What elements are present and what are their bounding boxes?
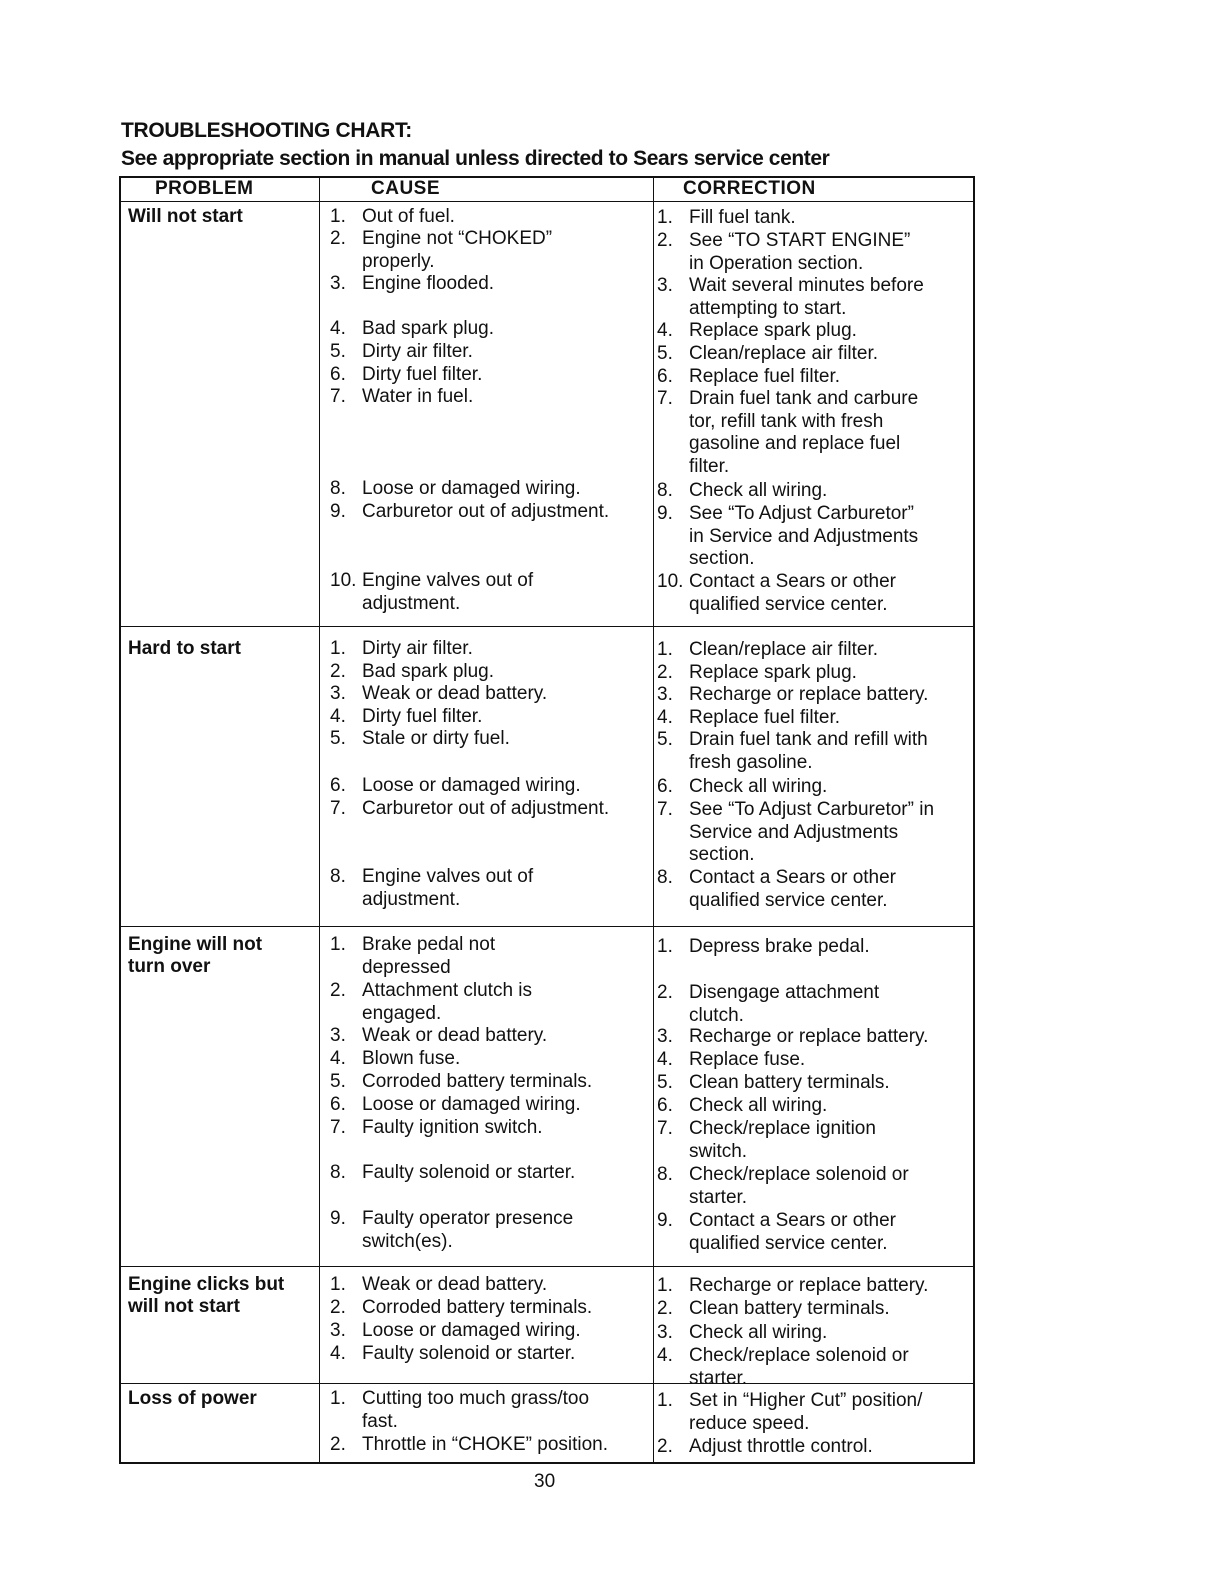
cause-text: Bad spark plug. xyxy=(362,661,495,682)
header-problem: PROBLEM xyxy=(155,178,254,199)
cause-text: Carburetor out of adjustment. xyxy=(362,501,610,522)
correction-text: Recharge or replace battery. xyxy=(689,684,929,705)
cause-number: 5. xyxy=(330,1071,346,1092)
correction-text: Drain fuel tank and refill with fresh gasoline. xyxy=(689,729,928,773)
cause-text: Cutting too much grass/too fast. xyxy=(362,1388,590,1432)
correction-number: 8. xyxy=(657,480,673,501)
correction-number: 6. xyxy=(657,776,673,797)
correction-number: 4. xyxy=(657,1049,673,1070)
page-number: 30 xyxy=(534,1471,556,1492)
correction-text: Contact a Sears or other qualified service center. xyxy=(689,867,896,911)
cause-text: Blown fuse. xyxy=(362,1048,461,1069)
cause-text: Dirty fuel filter. xyxy=(362,706,483,727)
correction-number: 6. xyxy=(657,366,673,387)
correction-text: Wait several minutes before attempting to start. xyxy=(689,275,924,319)
cause-number: 7. xyxy=(330,1117,346,1138)
correction-text: Check/replace solenoid or starter. xyxy=(689,1345,909,1389)
cause-text: Corroded battery terminals. xyxy=(362,1297,593,1318)
correction-number: 2. xyxy=(657,982,673,1003)
correction-number: 2. xyxy=(657,1436,673,1457)
cause-number: 2. xyxy=(330,228,346,249)
problem-label: Engine will not turn over xyxy=(128,934,263,977)
correction-text: Replace fuel filter. xyxy=(689,707,841,728)
cause-text: Loose or damaged wiring. xyxy=(362,478,581,499)
row-divider xyxy=(121,1266,973,1267)
cause-text: Dirty fuel filter. xyxy=(362,364,483,385)
cause-text: Loose or damaged wiring. xyxy=(362,775,581,796)
correction-text: Adjust throttle control. xyxy=(689,1436,873,1457)
problem-label: Loss of power xyxy=(128,1388,257,1409)
correction-number: 4. xyxy=(657,707,673,728)
cause-number: 5. xyxy=(330,728,346,749)
cause-number: 1. xyxy=(330,934,346,955)
cause-text: Engine not “CHOKED” properly. xyxy=(362,228,553,272)
cause-text: Stale or dirty fuel. xyxy=(362,728,510,749)
cause-text: Corroded battery terminals. xyxy=(362,1071,593,1092)
cause-number: 6. xyxy=(330,1094,346,1115)
cause-number: 6. xyxy=(330,775,346,796)
cause-text: Faulty ignition switch. xyxy=(362,1117,543,1138)
cause-text: Loose or damaged wiring. xyxy=(362,1094,581,1115)
correction-text: Set in “Higher Cut” position/ reduce speed. xyxy=(689,1390,923,1434)
cause-text: Engine flooded. xyxy=(362,273,495,294)
cause-number: 7. xyxy=(330,386,346,407)
correction-text: See “To Adjust Carburetor” in Service and Adjustments section. xyxy=(689,799,935,865)
correction-text: Drain fuel tank and carbure tor, refill tank with fresh gasoline and replace fuel filter. xyxy=(689,388,919,477)
correction-number: 5. xyxy=(657,729,673,750)
cause-number: 8. xyxy=(330,866,346,887)
cause-number: 3. xyxy=(330,1320,346,1341)
correction-text: See “TO START ENGINE” in Operation section. xyxy=(689,230,911,274)
correction-number: 2. xyxy=(657,662,673,683)
cause-number: 2. xyxy=(330,1434,346,1455)
cause-text: Faulty solenoid or starter. xyxy=(362,1162,576,1183)
correction-number: 4. xyxy=(657,1345,673,1366)
correction-text: Contact a Sears or other qualified service center. xyxy=(689,571,896,615)
correction-number: 5. xyxy=(657,1072,673,1093)
cause-text: Brake pedal not depressed xyxy=(362,934,496,978)
cause-number: 8. xyxy=(330,1162,346,1183)
correction-number: 8. xyxy=(657,867,673,888)
cause-text: Engine valves out of adjustment. xyxy=(362,866,534,910)
row-divider xyxy=(121,1383,973,1384)
cause-number: 7. xyxy=(330,798,346,819)
correction-number: 7. xyxy=(657,1118,673,1139)
cause-number: 2. xyxy=(330,980,346,1001)
correction-text: See “To Adjust Carburetor” in Service and Adjustments section. xyxy=(689,503,919,569)
header-divider xyxy=(121,201,973,202)
correction-number: 9. xyxy=(657,503,673,524)
correction-number: 6. xyxy=(657,1095,673,1116)
correction-text: Check all wiring. xyxy=(689,480,828,501)
correction-text: Recharge or replace battery. xyxy=(689,1026,929,1047)
correction-number: 1. xyxy=(657,1275,673,1296)
correction-text: Contact a Sears or other qualified service center. xyxy=(689,1210,896,1254)
correction-number: 7. xyxy=(657,799,673,820)
cause-number: 10. xyxy=(330,570,357,591)
cause-text: Attachment clutch is engaged. xyxy=(362,980,533,1024)
chart-title: TROUBLESHOOTING CHART: xyxy=(121,119,412,142)
problem-label: Hard to start xyxy=(128,638,241,659)
correction-text: Replace fuse. xyxy=(689,1049,806,1070)
correction-number: 1. xyxy=(657,1390,673,1411)
cause-number: 8. xyxy=(330,478,346,499)
cause-number: 1. xyxy=(330,206,346,227)
row-divider xyxy=(121,926,973,927)
cause-text: Throttle in “CHOKE” position. xyxy=(362,1434,609,1455)
correction-text: Clean battery terminals. xyxy=(689,1072,890,1093)
correction-text: Check all wiring. xyxy=(689,776,828,797)
correction-text: Check all wiring. xyxy=(689,1322,828,1343)
cause-number: 9. xyxy=(330,501,346,522)
correction-text: Check/replace solenoid or starter. xyxy=(689,1164,909,1208)
row-divider xyxy=(121,626,973,627)
problem-label: Engine clicks but will not start xyxy=(128,1274,285,1317)
correction-text: Replace spark plug. xyxy=(689,320,857,341)
correction-number: 9. xyxy=(657,1210,673,1231)
column-divider-1 xyxy=(319,178,320,1462)
chart-subtitle: See appropriate section in manual unless directed to Sears service center xyxy=(121,147,830,170)
correction-text: Replace fuel filter. xyxy=(689,366,841,387)
correction-text: Check/replace ignition switch. xyxy=(689,1118,876,1162)
cause-text: Dirty air filter. xyxy=(362,341,473,362)
correction-text: Depress brake pedal. xyxy=(689,936,870,957)
cause-text: Weak or dead battery. xyxy=(362,1274,548,1295)
correction-number: 4. xyxy=(657,320,673,341)
cause-number: 3. xyxy=(330,273,346,294)
problem-label: Will not start xyxy=(128,206,243,227)
correction-text: Recharge or replace battery. xyxy=(689,1275,929,1296)
cause-number: 9. xyxy=(330,1208,346,1229)
cause-text: Out of fuel. xyxy=(362,206,455,227)
cause-number: 4. xyxy=(330,706,346,727)
cause-text: Weak or dead battery. xyxy=(362,683,548,704)
correction-text: Replace spark plug. xyxy=(689,662,857,683)
correction-number: 3. xyxy=(657,684,673,705)
cause-number: 2. xyxy=(330,661,346,682)
correction-number: 1. xyxy=(657,207,673,228)
cause-number: 4. xyxy=(330,318,346,339)
header-cause: CAUSE xyxy=(371,178,441,199)
cause-number: 6. xyxy=(330,364,346,385)
cause-number: 2. xyxy=(330,1297,346,1318)
cause-number: 5. xyxy=(330,341,346,362)
cause-number: 1. xyxy=(330,638,346,659)
cause-number: 4. xyxy=(330,1048,346,1069)
correction-number: 2. xyxy=(657,230,673,251)
cause-text: Weak or dead battery. xyxy=(362,1025,548,1046)
cause-number: 4. xyxy=(330,1343,346,1364)
cause-number: 3. xyxy=(330,683,346,704)
header-correction: CORRECTION xyxy=(683,178,816,199)
correction-text: Clean/replace air filter. xyxy=(689,639,879,660)
cause-text: Loose or damaged wiring. xyxy=(362,1320,581,1341)
correction-text: Fill fuel tank. xyxy=(689,207,796,228)
cause-number: 1. xyxy=(330,1274,346,1295)
cause-text: Carburetor out of adjustment. xyxy=(362,798,610,819)
correction-text: Disengage attachment clutch. xyxy=(689,982,880,1026)
cause-text: Bad spark plug. xyxy=(362,318,495,339)
correction-number: 10. xyxy=(657,571,684,592)
correction-number: 7. xyxy=(657,388,673,409)
correction-text: Clean battery terminals. xyxy=(689,1298,890,1319)
cause-text: Engine valves out of adjustment. xyxy=(362,570,534,614)
troubleshooting-table xyxy=(119,176,975,1464)
cause-text: Faulty operator presence switch(es). xyxy=(362,1208,574,1252)
cause-number: 3. xyxy=(330,1025,346,1046)
cause-text: Water in fuel. xyxy=(362,386,474,407)
correction-number: 8. xyxy=(657,1164,673,1185)
correction-number: 2. xyxy=(657,1298,673,1319)
cause-text: Faulty solenoid or starter. xyxy=(362,1343,576,1364)
correction-number: 1. xyxy=(657,639,673,660)
correction-number: 3. xyxy=(657,275,673,296)
cause-text: Dirty air filter. xyxy=(362,638,473,659)
correction-text: Clean/replace air filter. xyxy=(689,343,879,364)
correction-text: Check all wiring. xyxy=(689,1095,828,1116)
correction-number: 1. xyxy=(657,936,673,957)
correction-number: 3. xyxy=(657,1026,673,1047)
correction-number: 3. xyxy=(657,1322,673,1343)
correction-number: 5. xyxy=(657,343,673,364)
cause-number: 1. xyxy=(330,1388,346,1409)
